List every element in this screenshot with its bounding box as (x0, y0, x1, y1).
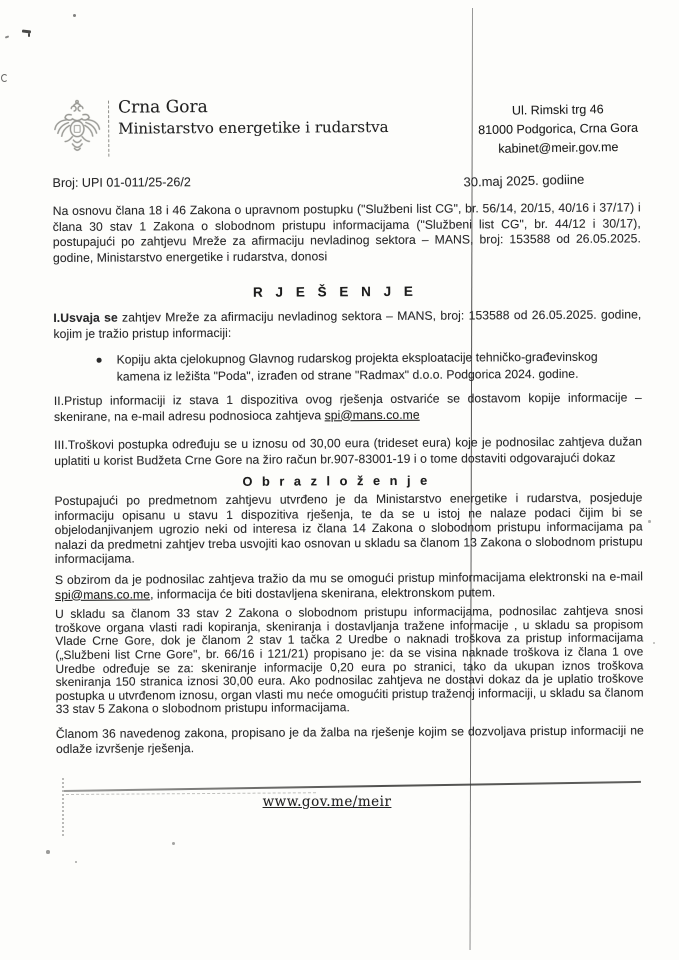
requested-information-list (54, 348, 642, 385)
montenegro-coat-of-arms-icon (52, 99, 102, 161)
scan-speck (73, 14, 76, 17)
address-city: 81000 Podgorica, Crna Gora (478, 120, 639, 138)
dispositive-item-2 (54, 390, 642, 425)
footer-rule (64, 781, 641, 792)
scan-speck (28, 33, 30, 37)
reference-row (52, 172, 640, 191)
explanation-paragraph-2 (55, 569, 643, 602)
explanation-paragraph-3: U skladu sa članom 33 stav 2 Zakona o slobodnom pristupu informacijama, podnosilac zahtjeva snosi troškove organa vlasti radi kopiranja, skeniranja i dostavljanja tražene informacije , u skladu sa propisom Vlade Crne Gore, dok je članom 2 stav 1 tačka 2 Uredbe o naknadi troškova za pristup informacijama („Službeni list Crne Gore", br. 66/16 i 121/21) propisano je: da se visina naknade troškova iz člana 1 ove Uredbe određuje se za: skeniranje informacije 0,20 eura po stranici, tako da ukupan iznos troškova skeniranja 150 stranica iznosi 30,00 eura. Ako podnosilac zahtjeva ne dostavi dokaz da je uplatio troškove postupka u utvrđenom iznosu, organ vlasti mu neće omogućiti pristup traženoj informaciji, u skladu sa članom 33 stav 5 Zakona o slobodnom pristupu informacijama. (55, 603, 644, 717)
scan-speck (172, 842, 175, 845)
letterhead (52, 94, 640, 162)
document-content (52, 94, 644, 756)
explanation-paragraph-2-post: , informacija će biti dostavljena skenirana, elektronskom putem. (150, 584, 496, 601)
dispositive-item-1-lead: I.Usvaja se (53, 310, 118, 325)
scan-speck (648, 520, 651, 523)
scan-speck (653, 642, 655, 644)
dispositive-item-3: III.Troškovi postupka određuju se u iznosu od 30,00 eura (trideset eura) koje je podnosilac zahtjeva dužan uplatiti u korist Budžeta Crne Gore na žiro račun br.907-83001-19 i o tome dostaviti odgovarajući dokaz (54, 434, 643, 468)
dispositive-item-1-text: zahtjev Mreže za afirmaciju nevladinog sektora – MANS, broj: 153588 od 26.05.2025. godine, kojim je tražio pristup informaciji: (53, 307, 642, 341)
letterhead-titles (118, 96, 389, 139)
ministry-name: Ministarstvo energetike i rudarstva (118, 117, 389, 138)
scan-speck (75, 861, 77, 863)
scan-speck (46, 850, 50, 854)
ministry-website-link[interactable]: www.gov.me/meir (262, 794, 392, 810)
dispositive-item-2-text: II.Pristup informaciji iz stava 1 dispozitiva ovog rješenja ostvariće se dostavom kopije informacije – skenirane, na e-mail adresu podnosioca zahtjeva (53, 390, 642, 424)
letterhead-address (478, 100, 639, 159)
letterhead-left (52, 96, 389, 161)
address-street: Ul. Rimski trg 46 (512, 102, 604, 118)
reference-number: Broj: UPI 01-011/25-26/2 (52, 175, 191, 190)
explanation-heading: O b r a z l o ž e n j e (242, 472, 431, 489)
explanation-paragraph-2-pre: S obzirom da je podnosilac zahtjeva tražio da mu se omogući pristup minformacijama elektronski na e-mail (54, 569, 643, 587)
document-date: 30.maj 2025. godiine (463, 171, 585, 190)
requester-email-link[interactable]: spi@mans.co.me (54, 586, 151, 602)
dispositive-item-1 (53, 307, 641, 342)
scan-margin-dots (62, 778, 64, 836)
footer (247, 794, 407, 810)
address-email: kabinet@meir.gov.me (498, 140, 619, 156)
requester-email-link[interactable]: spi@mans.co.me (324, 407, 420, 422)
scan-speck (5, 35, 9, 38)
letterhead-divider (108, 101, 109, 157)
legal-basis-paragraph: Na osnovu člana 18 i 46 Zakona o upravnom postupku ("Službeni list CG", br. 56/14, 20/15, 40/16 i 37/17) i člana 30 stav 1 Zakona o slobodnom pristupu informacijama ("Službeni list CG", br. 44/12 i 30/17), postupajući po zahtjevu Mreže za afirmaciju nevladinog sektora – MANS, broj: 153588 od 26.05.2025. godine, Ministarstvo energetike i rudarstva, donosi (52, 200, 641, 265)
country-name: Crna Gora (117, 97, 208, 118)
explanation-paragraph-4: Članom 36 navedenog zakona, propisano je da žalba na rješenje kojim se dozvoljava pristup informaciji ne odlaže izvršenje rješenja. (55, 723, 644, 756)
requested-information-item: Kopiju akta cjelokupnog Glavnog rudarskog projekta eksploatacije tehničko-građevinskog kamena iz ležišta "Poda", izrađen od strane "Radmax" d.o.o. Podgorica 2024. godine. (117, 348, 632, 384)
scan-speck (1, 74, 8, 82)
explanation-paragraph-1: Postupajući po predmetnom zahtjevu utvrđeno je da Ministarstvo energetike i rudarstva, posjeduje informaciju opisanu u stavu 1 dispozitiva rješenja, te da se u istoj ne nalaze podaci čijim bi se objelodanjivanjem ugrozio neki od interesa iz člana 14 Zakona o slobodnom pristupu informacijama pa nalazi da predmetni zahtjev treba usvojiti kao osnovan u skladu sa članom 13 Zakona o slobodnom pristupu informacijama. (54, 490, 643, 567)
decision-heading: R J E Š E N J E (252, 283, 418, 300)
